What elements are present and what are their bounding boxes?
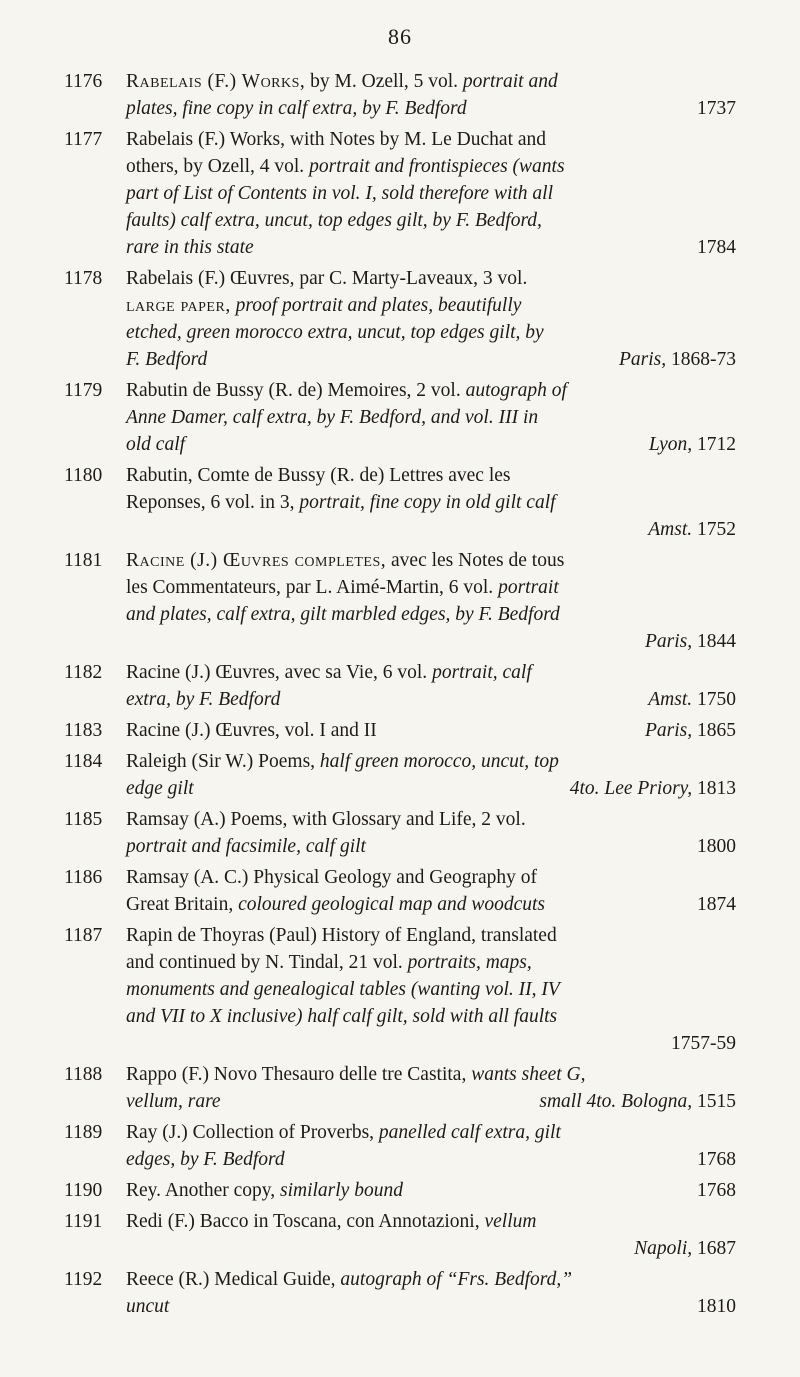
entry-line: Rabutin, Comte de Bussy (R. de) Lettres avec les: [126, 465, 511, 486]
entry-line: Amst. 1752: [648, 519, 736, 540]
entry-line: Rapin de Thoyras (Paul) History of England, translated: [126, 925, 557, 946]
entry-line: Reece (R.) Medical Guide, autograph of “Frs. Bedford,”: [126, 1269, 573, 1290]
catalogue-entry: [0, 717, 800, 744]
page-number: 86: [388, 24, 412, 49]
entry-description: [126, 126, 736, 261]
catalogue-entry: [0, 265, 800, 373]
entry-line: Rabelais (F.) Works, by M. Ozell, 5 vol. portrait and: [126, 71, 558, 92]
entry-description: [126, 659, 736, 713]
catalogue-entry: [0, 1119, 800, 1173]
entry-description: [126, 462, 736, 543]
catalogue-entry: [0, 1061, 800, 1115]
entry-number: 1185: [64, 809, 103, 830]
entry-number: 1182: [64, 662, 103, 683]
catalogue-entry: [0, 377, 800, 458]
entry-number: 1176: [64, 71, 103, 92]
catalogue-entry: [0, 864, 800, 918]
catalogue-entry: [0, 806, 800, 860]
entry-line: Rappo (F.) Novo Thesauro delle tre Castita, wants sheet G,: [126, 1064, 586, 1085]
entry-list: [0, 68, 800, 1324]
entry-number: 1186: [64, 867, 103, 888]
entry-line: Paris, 1844: [644, 631, 736, 652]
entry-line: Raleigh (Sir W.) Poems, half green morocco, uncut, top: [126, 751, 559, 772]
entry-number: 1179: [64, 380, 103, 401]
entry-number: 1191: [64, 1211, 103, 1232]
entry-description: [126, 377, 736, 458]
entry-number: 1181: [64, 550, 103, 571]
entry-line: Reponses, 6 vol. in 3, portrait, fine copy in old gilt calf: [126, 492, 556, 513]
entry-line: Rey. Another copy, similarly bound 1768: [126, 1180, 736, 1201]
entry-number: 1190: [64, 1180, 103, 1201]
entry-number: 1178: [64, 268, 103, 289]
catalogue-entry: [0, 1266, 800, 1320]
entry-line: rare in this state 1784: [126, 237, 736, 258]
entry-line: Ray (J.) Collection of Proverbs, panelled calf extra, gilt: [126, 1122, 561, 1143]
entry-description: [126, 265, 736, 373]
entry-line: large paper, proof portrait and plates, beautifully: [126, 295, 522, 316]
entry-line: Redi (F.) Bacco in Toscana, con Annotazioni, vellum: [126, 1211, 537, 1232]
catalogue-entry: [0, 462, 800, 543]
entry-line: old calf Lyon, 1712: [126, 434, 736, 455]
entry-line: 1757-59: [671, 1033, 736, 1054]
catalogue-entry: [0, 922, 800, 1057]
entry-line: Rabelais (F.) Works, with Notes by M. Le Duchat and: [126, 129, 547, 150]
entry-number: 1187: [64, 925, 103, 946]
entry-description: [126, 748, 736, 802]
entry-description: [126, 547, 736, 655]
entry-description: [126, 1119, 736, 1173]
entry-line: faults) calf extra, uncut, top edges gilt, by F. Bedford,: [126, 210, 542, 231]
entry-line: Racine (J.) Œuvres, avec sa Vie, 6 vol. portrait, calf: [126, 662, 532, 683]
entry-line: edges, by F. Bedford 1768: [126, 1149, 736, 1170]
entry-line: and VII to X inclusive) half calf gilt, sold with all faults: [126, 1006, 558, 1027]
entry-line: others, by Ozell, 4 vol. portrait and frontispieces (wants: [126, 156, 565, 177]
entry-line: les Commentateurs, par L. Aimé-Martin, 6 vol. portrait: [126, 577, 559, 598]
entry-line: portrait and facsimile, calf gilt 1800: [126, 836, 736, 857]
entry-description: [126, 922, 736, 1057]
entry-line: vellum, rare small 4to. Bologna, 1515: [126, 1091, 736, 1112]
entry-line: Great Britain, coloured geological map and woodcuts 1874: [126, 894, 736, 915]
entry-line: Racine (J.) Œuvres completes, avec les Notes de tous: [126, 550, 565, 571]
entry-description: [126, 1208, 736, 1262]
entry-number: 1180: [64, 465, 103, 486]
catalogue-entry: [0, 659, 800, 713]
entry-line: Napoli, 1687: [634, 1238, 736, 1259]
entry-description: [126, 1061, 736, 1115]
entry-description: [126, 717, 736, 744]
catalogue-entry: [0, 748, 800, 802]
entry-line: etched, green morocco extra, uncut, top edges gilt, by: [126, 322, 544, 343]
entry-line: edge gilt 4to. Lee Priory, 1813: [126, 778, 736, 799]
entry-line: Ramsay (A.) Poems, with Glossary and Life, 2 vol.: [126, 809, 526, 830]
catalogue-entry: [0, 1177, 800, 1204]
entry-number: 1183: [64, 720, 103, 741]
entry-line: extra, by F. Bedford Amst. 1750: [126, 689, 736, 710]
entry-description: [126, 806, 736, 860]
entry-description: [126, 68, 736, 122]
entry-description: [126, 1266, 736, 1320]
entry-number: 1177: [64, 129, 103, 150]
entry-number: 1184: [64, 751, 103, 772]
entry-line: plates, fine copy in calf extra, by F. Bedford 1737: [126, 98, 736, 119]
catalogue-entry: [0, 1208, 800, 1262]
entry-line: monuments and genealogical tables (wanting vol. II, IV: [126, 979, 560, 1000]
entry-number: 1189: [64, 1122, 103, 1143]
entry-line: uncut 1810: [126, 1296, 736, 1317]
entry-number: 1192: [64, 1269, 103, 1290]
entry-line: F. Bedford Paris, 1868-73: [126, 349, 736, 370]
entry-number: 1188: [64, 1064, 103, 1085]
entry-line: Anne Damer, calf extra, by F. Bedford, and vol. III in: [126, 407, 539, 428]
entry-line: part of List of Contents in vol. I, sold therefore with all: [126, 183, 554, 204]
entry-description: [126, 864, 736, 918]
entry-description: [126, 1177, 736, 1204]
entry-line: Rabelais (F.) Œuvres, par C. Marty-Laveaux, 3 vol.: [126, 268, 528, 289]
catalogue-entry: [0, 547, 800, 655]
catalogue-entry: [0, 68, 800, 122]
entry-line: and continued by N. Tindal, 21 vol. portraits, maps,: [126, 952, 532, 973]
entry-line: and plates, calf extra, gilt marbled edges, by F. Bedford: [126, 604, 560, 625]
entry-line: Ramsay (A. C.) Physical Geology and Geography of: [126, 867, 538, 888]
entry-line: Rabutin de Bussy (R. de) Memoires, 2 vol. autograph of: [126, 380, 567, 401]
catalogue-entry: [0, 126, 800, 261]
entry-line: Racine (J.) Œuvres, vol. I and II Paris, 1865: [126, 720, 736, 741]
